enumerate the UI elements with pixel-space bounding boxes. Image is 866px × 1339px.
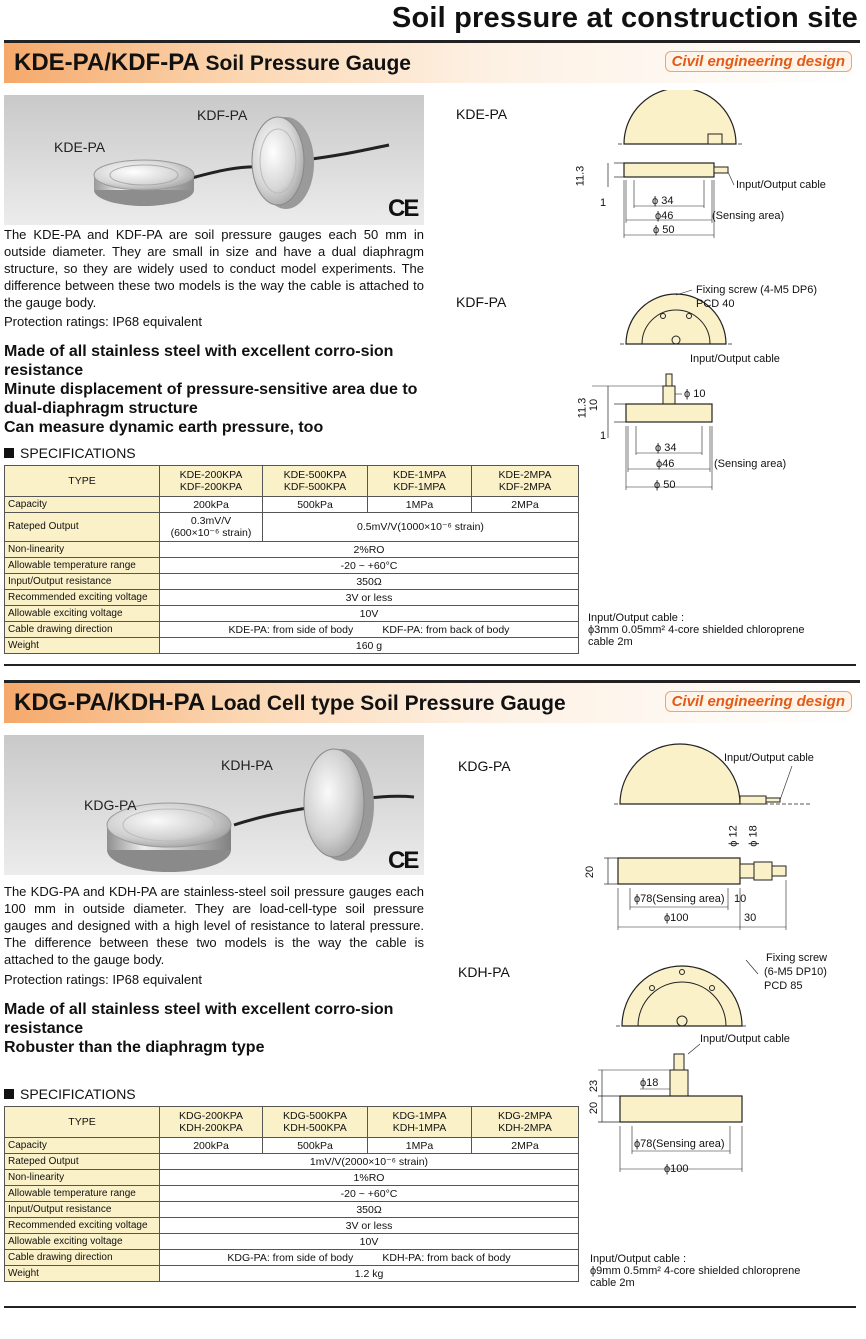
table-row bbox=[5, 513, 579, 542]
dim-h23: 23 bbox=[588, 1079, 601, 1093]
dim-d50: ϕ 50 bbox=[653, 224, 675, 236]
row-label: Non-linearity bbox=[5, 542, 160, 558]
divider bbox=[4, 664, 856, 666]
dim-d46-kdf: ϕ46 bbox=[656, 458, 675, 470]
model-cell: KDE-500KPA KDF-500KPA bbox=[263, 466, 368, 497]
row-label: Allowable temperature range bbox=[5, 558, 160, 574]
cable-note: Input/Output cable : ϕ3mm 0.05mm² 4-core shielded chloroprene cable 2m bbox=[588, 612, 805, 648]
spec-title: SPECIFICATIONS bbox=[20, 445, 136, 461]
table-row bbox=[5, 606, 579, 622]
row-label: Input/Output resistance bbox=[5, 1202, 160, 1218]
dim-h20-kdh: 20 bbox=[588, 1101, 601, 1115]
photo-label-kdg: KDG-PA bbox=[84, 797, 137, 813]
dim-h20: 20 bbox=[584, 865, 597, 879]
fixing-screw-spec: (6-M5 DP10) bbox=[764, 966, 827, 978]
dim-l30: 30 bbox=[744, 912, 757, 924]
io-cable-label: Input/Output cable bbox=[736, 179, 826, 191]
dim-h10: 10 bbox=[588, 398, 601, 412]
dim-d100-kdh: ϕ100 bbox=[664, 1163, 689, 1175]
table-row bbox=[5, 1250, 579, 1266]
table-cell: 350Ω bbox=[160, 574, 579, 590]
spec-heading bbox=[4, 1086, 136, 1102]
feature-item: Made of all stainless steel with excellent corro-sion resistance bbox=[4, 1001, 394, 1037]
table-cell: 1mV/V(2000×10⁻⁶ strain) bbox=[160, 1154, 579, 1170]
row-label: Capacity bbox=[5, 1138, 160, 1154]
product-subtitle: Soil Pressure Gauge bbox=[205, 52, 411, 75]
table-row bbox=[5, 638, 579, 654]
product-name: KDE-PA/KDF-PA bbox=[14, 49, 199, 76]
table-cell: 160 g bbox=[160, 638, 579, 654]
drawing-label-kdh: KDH-PA bbox=[458, 964, 510, 980]
table-cell: -20 ~ +60°C bbox=[160, 1186, 579, 1202]
feature-list bbox=[4, 1000, 434, 1057]
table-cell: KDE-PA: from side of body KDF-PA: from back of body bbox=[160, 622, 579, 638]
ce-mark: CE bbox=[388, 195, 418, 222]
pcd-label: PCD 40 bbox=[696, 298, 735, 310]
model-cell: KDG-1MPA KDH-1MPA bbox=[368, 1107, 472, 1138]
row-label: Recommended exciting voltage bbox=[5, 590, 160, 606]
row-label: Rateped Output bbox=[5, 513, 160, 542]
table-cell: 2%RO bbox=[160, 542, 579, 558]
dim-d18: ϕ 18 bbox=[747, 825, 760, 847]
table-cell: 0.3mV/V (600×10⁻⁶ strain) bbox=[160, 513, 263, 542]
dim-sensing-kdf: (Sensing area) bbox=[714, 458, 787, 470]
model-cell: KDG-500KPA KDH-500KPA bbox=[263, 1107, 368, 1138]
table-cell: 2MPa bbox=[472, 497, 579, 513]
civil-engineering-badge: Civil engineering design bbox=[665, 691, 852, 712]
dim-d18-kdh: ϕ18 bbox=[640, 1077, 659, 1089]
table-row bbox=[5, 1234, 579, 1250]
table-row bbox=[5, 1218, 579, 1234]
row-label: Rateped Output bbox=[5, 1154, 160, 1170]
dim-sensing: (Sensing area) bbox=[712, 210, 785, 222]
table-row bbox=[5, 466, 579, 497]
ce-mark: CE bbox=[388, 847, 418, 874]
table-row bbox=[5, 1170, 579, 1186]
spec-table-kdg-kdh bbox=[4, 1106, 579, 1282]
dim-sensing78-kdh: ϕ78(Sensing area) bbox=[634, 1138, 725, 1150]
feature-item: Robuster than the diaphragm type bbox=[4, 1039, 265, 1056]
table-row bbox=[5, 1107, 579, 1138]
row-label: Allowable exciting voltage bbox=[5, 1234, 160, 1250]
table-cell: 200kPa bbox=[160, 497, 263, 513]
type-header: TYPE bbox=[5, 1107, 160, 1138]
dim-d34: ϕ 34 bbox=[652, 195, 674, 207]
fixing-screw-label: Fixing screw bbox=[766, 952, 828, 964]
spec-title: SPECIFICATIONS bbox=[20, 1086, 136, 1102]
table-cell: 350Ω bbox=[160, 1202, 579, 1218]
product-description: The KDG-PA and KDH-PA are stainless-steel soil pressure gauges each 100 mm in outside diameter. They are load-cell-type soil pressure gauges and designed with a high level of resistance to lateral pressure. The difference between these two models is the way the cable is attached to the gauge body. bbox=[4, 884, 424, 967]
table-cell: 1MPa bbox=[368, 497, 472, 513]
table-row bbox=[5, 1138, 579, 1154]
protection-rating: Protection ratings: IP68 equivalent bbox=[4, 972, 203, 987]
photo-label-kde: KDE-PA bbox=[54, 139, 106, 155]
table-cell: 1.2 kg bbox=[160, 1266, 579, 1282]
table-cell: 1MPa bbox=[368, 1138, 472, 1154]
spec-heading bbox=[4, 445, 136, 461]
page-title: Soil pressure at construction site bbox=[391, 2, 858, 34]
io-cable-label-kdh: Input/Output cable bbox=[700, 1033, 790, 1045]
cable-note: Input/Output cable : ϕ9mm 0.5mm² 4-core shielded chloroprene cable 2m bbox=[590, 1253, 801, 1289]
product-photo-kdg-kdh bbox=[4, 735, 424, 875]
table-cell: 10V bbox=[160, 1234, 579, 1250]
dim-h113: 11.3 bbox=[574, 165, 587, 187]
protection-rating: Protection ratings: IP68 equivalent bbox=[4, 314, 203, 329]
fixing-screw-label: Fixing screw (4-M5 DP6) bbox=[696, 284, 818, 296]
model-cell: KDE-2MPA KDF-2MPA bbox=[472, 466, 579, 497]
table-row bbox=[5, 542, 579, 558]
model-cell: KDE-1MPA KDF-1MPA bbox=[368, 466, 472, 497]
row-label: Input/Output resistance bbox=[5, 574, 160, 590]
dim-sensing78: ϕ78(Sensing area) bbox=[634, 893, 725, 905]
table-cell: 200kPa bbox=[160, 1138, 263, 1154]
drawing-label-kdg: KDG-PA bbox=[458, 758, 511, 774]
row-label: Recommended exciting voltage bbox=[5, 1218, 160, 1234]
table-cell: KDG-PA: from side of body KDH-PA: from back of body bbox=[160, 1250, 579, 1266]
divider bbox=[4, 1306, 856, 1308]
io-cable-label: Input/Output cable bbox=[724, 752, 814, 764]
row-label: Allowable exciting voltage bbox=[5, 606, 160, 622]
row-label: Weight bbox=[5, 638, 160, 654]
dim-h1-kdf: 1 bbox=[600, 430, 607, 442]
feature-item: Made of all stainless steel with excellent corro-sion resistance bbox=[4, 343, 394, 379]
row-label: Non-linearity bbox=[5, 1170, 160, 1186]
drawing-label-kdf: KDF-PA bbox=[456, 294, 507, 310]
gauge-photo-illustration bbox=[4, 735, 424, 875]
dim-d46: ϕ46 bbox=[655, 210, 674, 222]
table-cell: 0.5mV/V(1000×10⁻⁶ strain) bbox=[263, 513, 579, 542]
feature-list bbox=[4, 342, 434, 437]
table-row bbox=[5, 1186, 579, 1202]
row-label: Allowable temperature range bbox=[5, 1186, 160, 1202]
table-row bbox=[5, 1266, 579, 1282]
model-cell: KDG-200KPA KDH-200KPA bbox=[160, 1107, 263, 1138]
dim-h113-kdf: 11.3 bbox=[576, 397, 589, 419]
dim-d100: ϕ100 bbox=[664, 912, 689, 924]
civil-engineering-badge: Civil engineering design bbox=[665, 51, 852, 72]
table-row bbox=[5, 558, 579, 574]
table-row bbox=[5, 590, 579, 606]
dim-d12: ϕ 12 bbox=[727, 825, 740, 847]
row-label: Cable drawing direction bbox=[5, 1250, 160, 1266]
product-photo-kde-kdf bbox=[4, 95, 424, 225]
bullet-square-icon bbox=[4, 448, 14, 458]
table-cell: 3V or less bbox=[160, 1218, 579, 1234]
table-row bbox=[5, 622, 579, 638]
io-cable-label-kdf: Input/Output cable bbox=[690, 353, 780, 365]
drawing-label-kde: KDE-PA bbox=[456, 106, 508, 122]
model-cell: KDG-2MPA KDH-2MPA bbox=[472, 1107, 579, 1138]
product-name: KDG-PA/KDH-PA bbox=[14, 689, 205, 716]
table-cell: -20 ~ +60°C bbox=[160, 558, 579, 574]
row-label: Capacity bbox=[5, 497, 160, 513]
section-header-kde-kdf bbox=[4, 40, 860, 83]
spec-table-kde-kdf bbox=[4, 465, 579, 654]
table-row bbox=[5, 497, 579, 513]
row-label: Cable drawing direction bbox=[5, 622, 160, 638]
product-subtitle: Load Cell type Soil Pressure Gauge bbox=[210, 692, 566, 715]
pcd-label: PCD 85 bbox=[764, 980, 803, 992]
dim-l10: 10 bbox=[734, 893, 747, 905]
table-row bbox=[5, 574, 579, 590]
feature-item: Minute displacement of pressure-sensitive area due to dual-diaphragm structure bbox=[4, 381, 418, 417]
table-row bbox=[5, 1202, 579, 1218]
table-cell: 1%RO bbox=[160, 1170, 579, 1186]
dim-d10: ϕ 10 bbox=[684, 388, 706, 400]
section-header-kdg-kdh bbox=[4, 680, 860, 723]
table-cell: 3V or less bbox=[160, 590, 579, 606]
feature-item: Can measure dynamic earth pressure, too bbox=[4, 419, 324, 436]
table-cell: 10V bbox=[160, 606, 579, 622]
row-label: Weight bbox=[5, 1266, 160, 1282]
table-row bbox=[5, 1154, 579, 1170]
bullet-square-icon bbox=[4, 1089, 14, 1099]
model-cell: KDE-200KPA KDF-200KPA bbox=[160, 466, 263, 497]
dim-h1: 1 bbox=[600, 197, 607, 209]
photo-label-kdh: KDH-PA bbox=[221, 757, 273, 773]
table-cell: 2MPa bbox=[472, 1138, 579, 1154]
type-header: TYPE bbox=[5, 466, 160, 497]
section-title bbox=[14, 49, 411, 77]
dim-d50-kdf: ϕ 50 bbox=[654, 479, 676, 491]
table-cell: 500kPa bbox=[263, 497, 368, 513]
table-cell: 500kPa bbox=[263, 1138, 368, 1154]
section-title bbox=[14, 689, 566, 717]
product-description: The KDE-PA and KDF-PA are soil pressure gauges each 50 mm in outside diameter. They are small in size and have a dual diaphragm structure, so they are widely used to conduct model experiments. The difference between these two models is the way the cable is attached to the gauge body. bbox=[4, 227, 424, 310]
photo-label-kdf: KDF-PA bbox=[197, 107, 248, 123]
dim-d34-kdf: ϕ 34 bbox=[655, 442, 677, 454]
